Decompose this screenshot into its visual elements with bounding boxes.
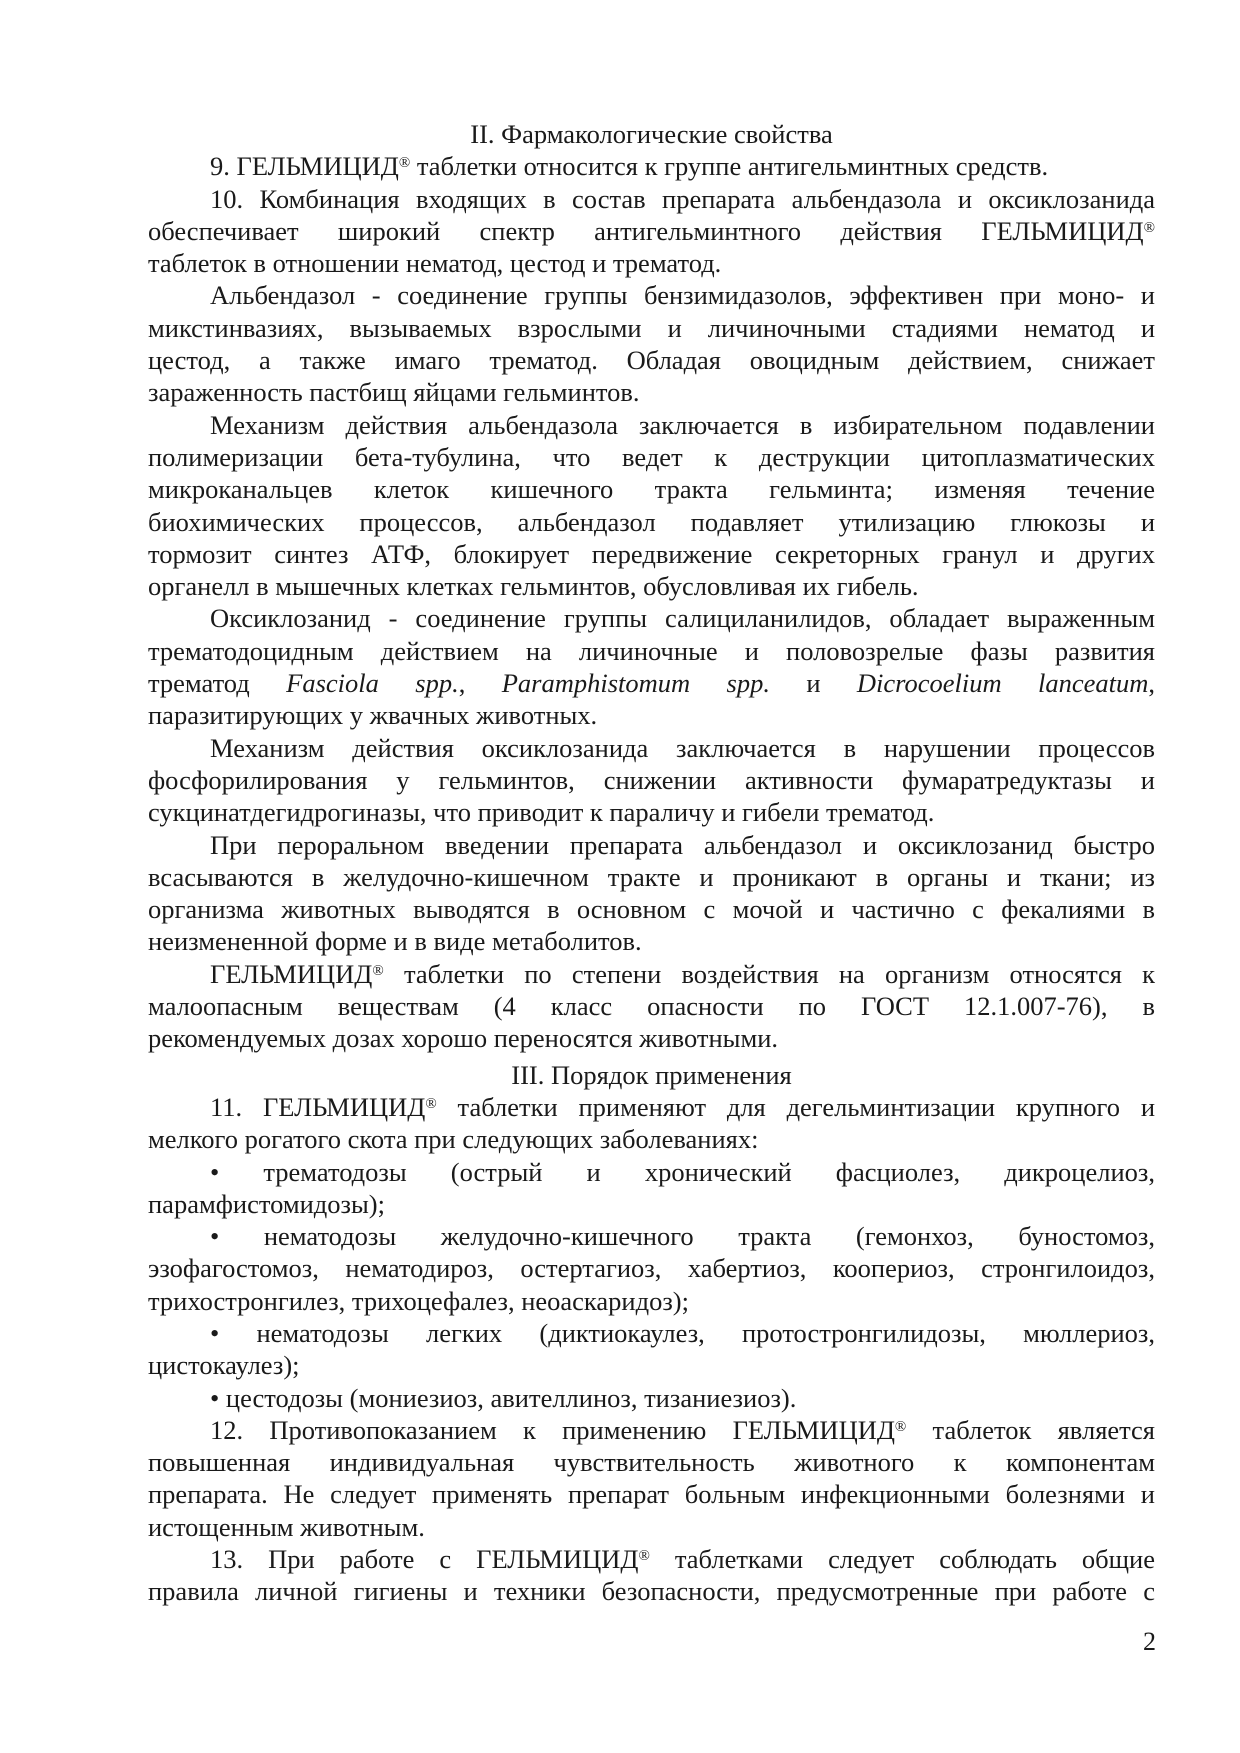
species-name: Fasciola spp.	[286, 668, 459, 699]
paragraph-albendazole	[148, 279, 1155, 408]
paragraph-12	[148, 1414, 1155, 1543]
paragraph-albendazole-mechanism	[148, 409, 1155, 603]
text-line: таблеток в отношении нематод, цестод и трематод.	[148, 248, 722, 279]
text-line: парамфистомидозы);	[148, 1188, 385, 1219]
paragraph-10	[148, 183, 1155, 280]
text-line: малоопасным веществам (4 класс опасности по ГОСТ 12.1.007-76), в	[148, 991, 1155, 1022]
text-line: цестод, а также имаго трематод. Обладая овоцидным действием, снижает	[148, 345, 1155, 376]
text-line	[148, 215, 1155, 247]
text-line: При пероральном введении препарата альбендазол и оксиклозанид быстро	[210, 829, 1155, 860]
text-run: таблетки по степени воздействия на организм относятся к	[383, 958, 1155, 989]
text-line: Механизм действия альбендазола заключается в избирательном подавлении	[210, 409, 1155, 440]
text-line	[148, 958, 1155, 990]
text-line: тормозит синтез АТФ, блокирует передвижение секреторных гранул и других	[148, 538, 1155, 569]
text-line: препарата. Не следует применять препарат больным инфекционными болезнями и	[148, 1479, 1155, 1510]
paragraph-pharmacokinetics	[148, 829, 1155, 958]
paragraph-9	[148, 150, 1155, 182]
text-line: мелкого рогатого скота при следующих заболеваниях:	[148, 1124, 759, 1155]
text-line	[148, 1414, 1155, 1446]
text-run: и	[806, 668, 821, 699]
text-run: ,	[1148, 668, 1156, 699]
species-name: Dicrocoelium lanceatum	[856, 668, 1149, 699]
text-line	[148, 150, 1155, 182]
paragraph-oxyclozanide	[148, 602, 1155, 731]
text-line: Альбендазол - соединение группы бензимидазолов, эффективен при моно- и	[210, 280, 1155, 311]
text-run: таблетками следует соблюдать общие	[649, 1544, 1155, 1575]
text-line: цистокаулез);	[148, 1350, 300, 1381]
text-line: сукцинатдегидрогиназы, что приводит к параличу и гибели трематод.	[148, 797, 935, 828]
text-line: правила личной гигиены и техники безопасности, предусмотренные при работе с	[148, 1576, 1155, 1607]
text-line: зараженность пастбищ яйцами гельминтов.	[148, 377, 640, 408]
text-line: • нематодозы легких (диктиокаулез, протостронгилидозы, мюллериоз,	[210, 1317, 1155, 1348]
registered-mark: ®	[425, 1095, 437, 1112]
text-line: эзофагостомоз, нематодироз, остертагиоз, хабертиоз, коопериоз, стронгилоидоз,	[148, 1253, 1155, 1284]
bullet-item	[148, 1220, 1155, 1317]
paragraph-11	[148, 1091, 1155, 1156]
registered-mark: ®	[638, 1547, 650, 1564]
text-line: • трематодозы (острый и хронический фасциолез, дикроцелиоз,	[210, 1156, 1155, 1187]
text-run: 13. При работе с ГЕЛЬМИЦИД	[210, 1544, 639, 1575]
text-line	[148, 667, 1155, 699]
text-run: 12. Противопоказанием к применению ГЕЛЬМИЦИД	[210, 1414, 895, 1445]
text-run: 11. ГЕЛЬМИЦИД	[210, 1091, 426, 1122]
paragraph-oxyclozanide-mechanism	[148, 732, 1155, 829]
registered-mark: ®	[398, 155, 411, 172]
bullet-item	[148, 1156, 1155, 1221]
text-line: истощенным животным.	[148, 1511, 425, 1542]
text-run: ,	[458, 668, 466, 699]
text-line: всасываются в желудочно-кишечном тракте и проникают в органы и ткани; из	[148, 861, 1155, 892]
text-line: повышенная индивидуальная чувствительность животного к компонентам	[148, 1447, 1155, 1478]
text-line: трихостронгилез, трихоцефалез, неоаскаридоз);	[148, 1285, 689, 1316]
registered-mark: ®	[894, 1418, 907, 1435]
registered-mark: ®	[1143, 219, 1155, 236]
section-heading-pharmacology: II. Фармакологические свойства	[470, 119, 833, 149]
text-line: паразитирующих у жвачных животных.	[148, 700, 598, 731]
text-line: организма животных выводятся в основном с мочой и частично с фекалиями в	[148, 894, 1155, 925]
text-run: обеспечивает широкий спектр антигельминтного действия ГЕЛЬМИЦИД	[148, 215, 1144, 246]
text-line: Оксиклозанид - соединение группы салициланилидов, обладает выраженным	[210, 603, 1155, 634]
text-line: органелл в мышечных клетках гельминтов, обусловливая их гибель.	[148, 571, 919, 602]
text-line: полимеризации бета-тубулина, что ведет к деструкции цитоплазматических	[148, 441, 1155, 472]
text-line: Механизм действия оксиклозанида заключается в нарушении процессов	[210, 732, 1155, 763]
text-line	[148, 1543, 1155, 1575]
paragraph-toxicity	[148, 958, 1155, 1055]
text-run: таблеток является	[906, 1414, 1155, 1445]
text-run: трематод	[148, 668, 250, 699]
bullet-item	[148, 1317, 1155, 1382]
text-line: фосфорилирования у гельминтов, снижении активности фумаратредуктазы и	[148, 764, 1155, 795]
text-line: микроканальцев клеток кишечного тракта гельминта; изменяя течение	[148, 474, 1155, 505]
text-run: таблетки относится к группе антигельминтных средств.	[410, 151, 1049, 182]
text-line: микстинвазиях, вызываемых взрослыми и личиночными стадиями нематод и	[148, 312, 1155, 343]
paragraph-13	[148, 1543, 1155, 1608]
text-line: биохимических процессов, альбендазол подавляет утилизацию глюкозы и	[148, 506, 1155, 537]
page-number: 2	[1143, 1627, 1156, 1656]
registered-mark: ®	[372, 962, 384, 979]
text-run: таблетки применяют для дегельминтизации крупного и	[436, 1091, 1155, 1122]
text-line: 10. Комбинация входящих в состав препарата альбендазола и оксиклозанида	[210, 183, 1155, 214]
section-heading-usage: III. Порядок применения	[511, 1059, 792, 1090]
text-line: • нематодозы желудочно-кишечного тракта (гемонхоз, буностомоз,	[210, 1221, 1155, 1252]
bullet-item	[148, 1382, 1155, 1414]
text-line: • цестодозы (мониезиоз, авителлиноз, тизаниезиоз).	[210, 1382, 797, 1413]
document-page	[148, 118, 1155, 1608]
species-name: Paramphistomum spp.	[501, 668, 770, 699]
text-run: ГЕЛЬМИЦИД	[210, 958, 373, 989]
text-run: 9. ГЕЛЬМИЦИД	[210, 151, 399, 182]
text-line	[148, 1091, 1155, 1123]
text-line: трематодоцидным действием на личиночные и половозрелые фазы развития	[148, 635, 1155, 666]
text-line: неизмененной форме и в виде метаболитов.	[148, 926, 642, 957]
text-line: рекомендуемых дозах хорошо переносятся животными.	[148, 1023, 779, 1054]
